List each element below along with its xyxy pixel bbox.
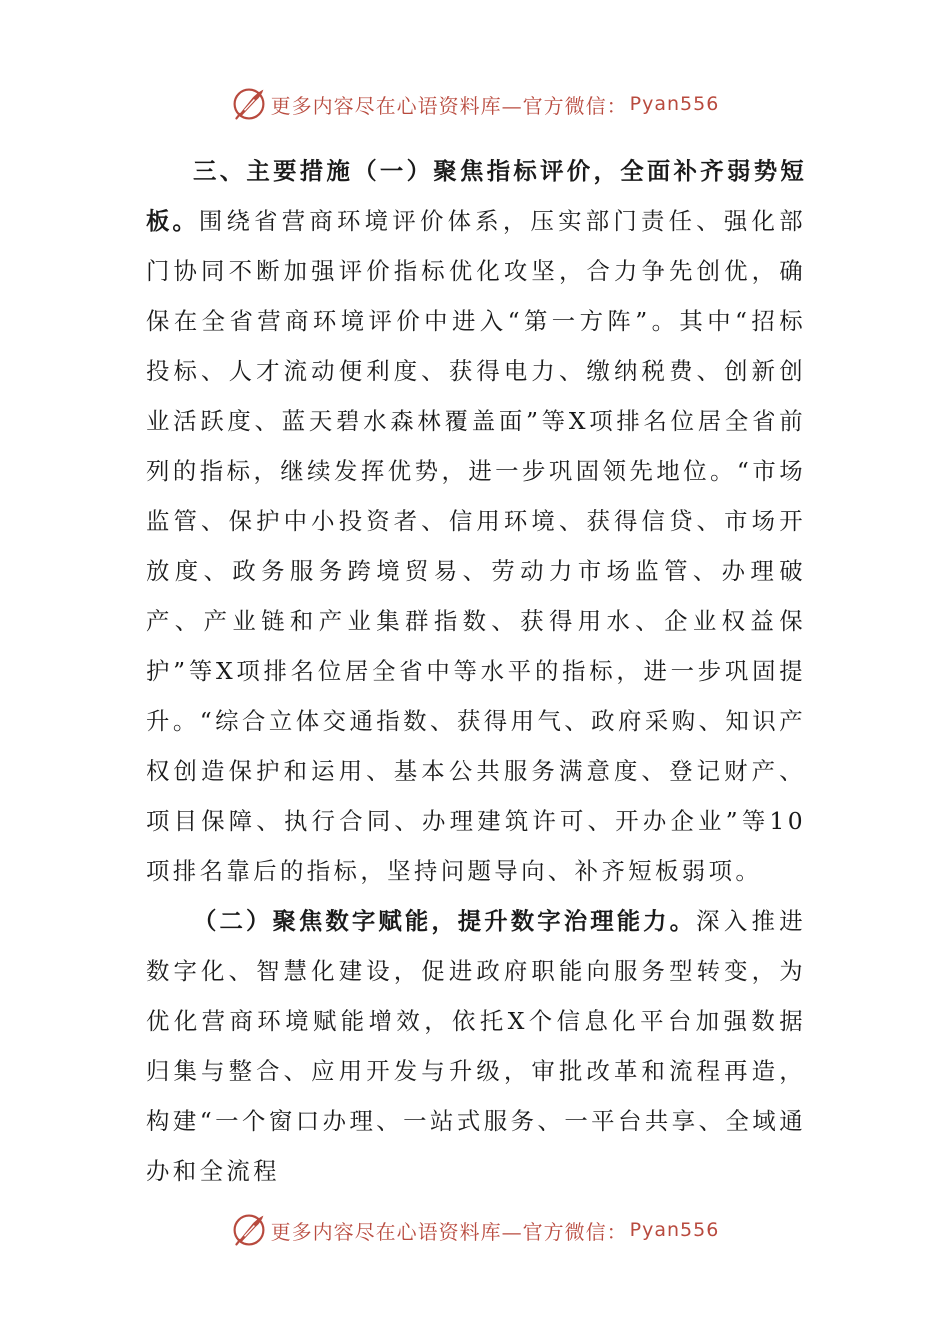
footer-banner [0,1208,950,1252]
header-banner [0,82,950,126]
footer-banner-wechat-id: Pyan556 [629,1219,720,1241]
section-two-body: 深入推进数字化、智慧化建设，促进政府职能向服务型转变，为优化营商环境赋能增效，依托X个信息化平台加强数据归集与整合、应用开发与升级，审批改革和流程再造，构建“一个窗口办理、一站式服务、一平台共享、全域通办和全流程 [146,907,806,1185]
paragraph-section-three [146,146,806,896]
header-banner-wechat-id: Pyan556 [629,93,720,115]
paragraph-section-two [146,896,806,1196]
section-two-heading: （二）聚焦数字赋能，提升数字治理能力。 [193,907,697,935]
quill-pen-logo-icon [231,1212,267,1248]
quill-pen-logo-icon [231,86,267,122]
header-banner-text: 更多内容尽在心语资料库—官方微信： [270,93,628,118]
footer-banner-text: 更多内容尽在心语资料库—官方微信： [270,1219,628,1244]
section-three-body: 围绕省营商环境评价体系，压实部门责任、强化部门协同不断加强评价指标优化攻坚，合力争先创优，确保在全省营商环境评价中进入“第一方阵”。其中“招标投标、人才流动便利度、获得电力、缴纳税费、创新创业活跃度、蓝天碧水森林覆盖面”等X项排名位居全省前列的指标，继续发挥优势，进一步巩固领先地位。“市场监管、保护中小投资者、信用环境、获得信贷、市场开放度、政务服务跨境贸易、劳动力市场监管、办理破产、产业链和产业集群指数、获得用水、企业权益保护”等X项排名位居全省中等水平的指标，进一步巩固提升。“综合立体交通指数、获得用气、政府采购、知识产权创造保护和运用、基本公共服务满意度、登记财产、项目保障、执行合同、办理建筑许可、开办企业”等10项排名靠后的指标，坚持问题导向、补齐短板弱项。 [146,207,806,885]
section-three-heading: 三、主要措施（一）聚焦指标评价，全面补齐弱势短板。 [146,157,806,235]
body-text [146,146,806,1196]
